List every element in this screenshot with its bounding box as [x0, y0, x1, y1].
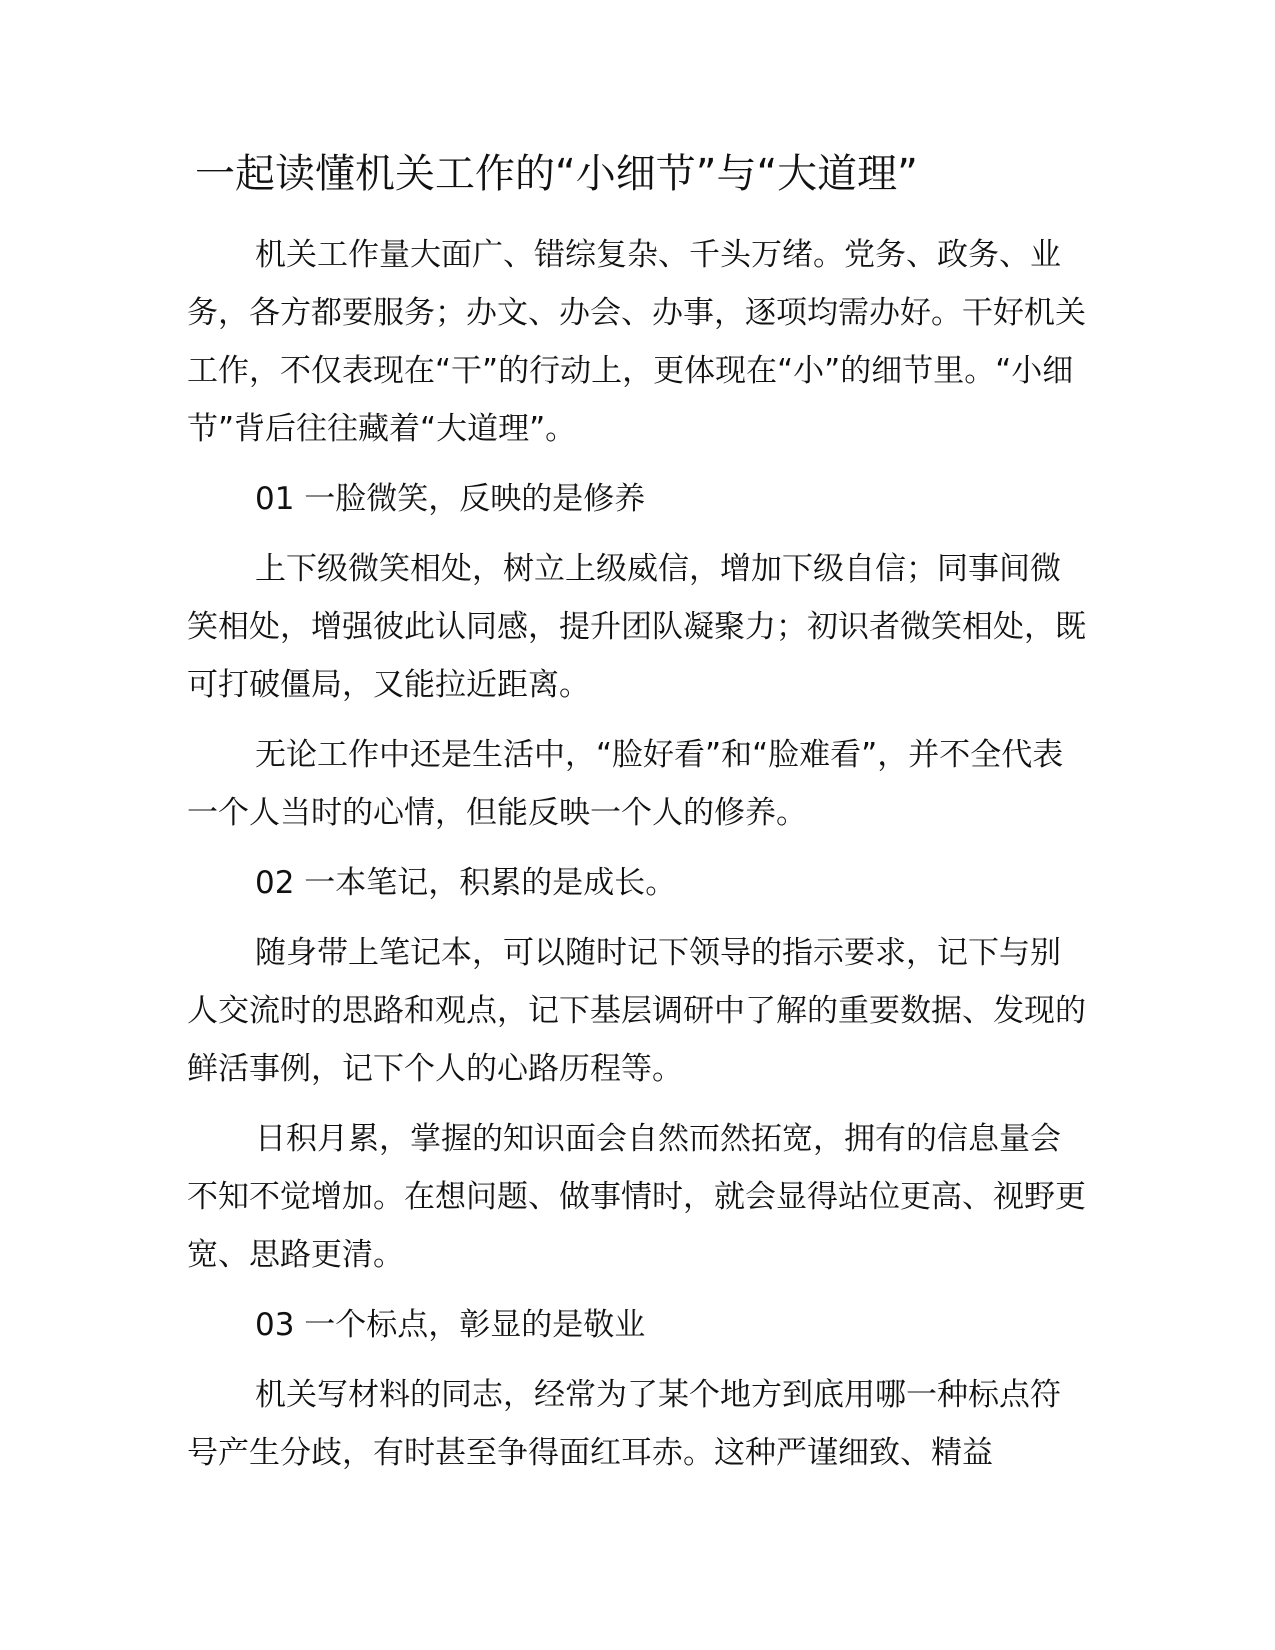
- section-01-paragraph-1: 上下级微笑相处，树立上级威信，增加下级自信；同事间微笑相处，增强彼此认同感，提升团队凝聚力；初识者微笑相处，既可打破僵局，又能拉近距离。: [187, 551, 1086, 703]
- document-body: [187, 226, 1087, 1494]
- document-title: 一起读懂机关工作的“小细节”与“大道理”: [195, 151, 918, 197]
- section-02-paragraph-2: 日积月累，掌握的知识面会自然而然拓宽，拥有的信息量会不知不觉增加。在想问题、做事情时，就会显得站位更高、视野更宽、思路更清。: [187, 1121, 1086, 1273]
- section-03-paragraph-1: 机关写材料的同志，经常为了某个地方到底用哪一种标点符号产生分歧，有时甚至争得面红耳赤。这种严谨细致、精益: [187, 1377, 1061, 1471]
- section-heading-01: 01 一脸微笑，反映的是修养: [255, 481, 646, 517]
- intro-paragraph: 机关工作量大面广、错综复杂、千头万绪。党务、政务、业务，各方都要服务；办文、办会、办事，逐项均需办好。干好机关工作，不仅表现在“干”的行动上，更体现在“小”的细节里。“小细节”背后往往藏着“大道理”。: [187, 237, 1086, 447]
- section-01-paragraph-2: 无论工作中还是生活中，“脸好看”和“脸难看”，并不全代表一个人当时的心情，但能反映一个人的修养。: [187, 737, 1064, 831]
- section-02-paragraph-1: 随身带上笔记本，可以随时记下领导的指示要求，记下与别人交流时的思路和观点，记下基层调研中了解的重要数据、发现的鲜活事例，记下个人的心路历程等。: [187, 935, 1086, 1087]
- section-heading-03: 03 一个标点，彰显的是敬业: [255, 1307, 646, 1343]
- section-heading-02: 02 一本笔记，积累的是成长。: [255, 865, 677, 901]
